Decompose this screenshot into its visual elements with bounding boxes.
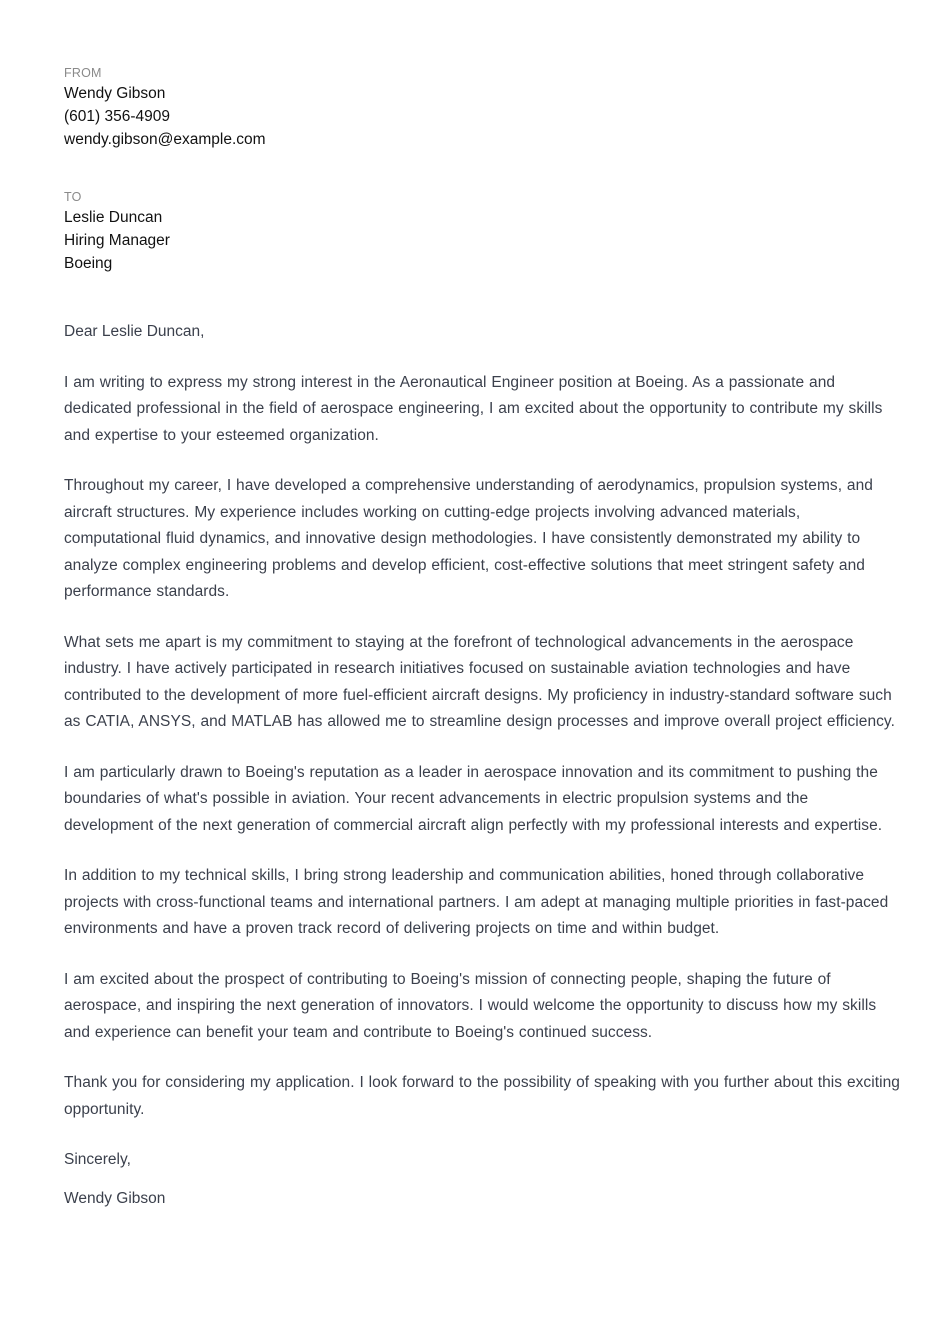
recipient-name: Leslie Duncan	[64, 209, 163, 226]
to-label: TO	[64, 190, 82, 204]
cover-letter	[64, 64, 900, 1212]
salutation: Dear Leslie Duncan,	[64, 323, 205, 340]
sender-block	[64, 64, 900, 151]
sender-phone: (601) 356-4909	[64, 108, 170, 125]
body-paragraph: I am excited about the prospect of contributing to Boeing's mission of connecting people, shaping the future of aerospace, and inspiring the next generation of innovators. I would welcome the opportunity to discuss how my skills and experience can benefit your team and contribute to Boeing's continued success.	[64, 970, 877, 1041]
body-paragraph: I am particularly drawn to Boeing's reputation as a leader in aerospace innovation and its commitment to pushing the boundaries of what's possible in aviation. Your recent advancements in electric propulsion systems and the development of the next generation of commercial aircraft align perfectly with my professional interests and expertise.	[64, 763, 883, 834]
recipient-title: Hiring Manager	[64, 232, 170, 249]
letter-body	[64, 370, 900, 1124]
body-paragraph: Thank you for considering my application. I look forward to the possibility of speaking with you further about this exciting opportunity.	[64, 1074, 900, 1118]
closing: Sincerely,	[64, 1151, 131, 1168]
recipient-block	[64, 188, 900, 275]
sender-name: Wendy Gibson	[64, 85, 166, 102]
recipient-company: Boeing	[64, 255, 113, 272]
body-paragraph: In addition to my technical skills, I bring strong leadership and communication abilities, honed through collaborative projects with cross-functional teams and international partners. I am adept at managing multiple priorities in fast-paced environments and have a proven track record of delivering projects on time and within budget.	[64, 867, 889, 937]
body-paragraph: I am writing to express my strong interest in the Aeronautical Engineer position at Boeing. As a passionate and dedicated professional in the field of aerospace engineering, I am excited about the opportunity to contribute my skills and expertise to your esteemed organization.	[64, 373, 883, 444]
body-paragraph: What sets me apart is my commitment to staying at the forefront of technological advancements in the aerospace industry. I have actively participated in research initiatives focused on sustainable aviation technologies and have contributed to the development of more fuel-efficient aircraft designs. My proficiency in industry-standard software such as CATIA, ANSYS, and MATLAB has allowed me to streamline design processes and improve overall project efficiency.	[64, 633, 895, 730]
body-paragraph: Throughout my career, I have developed a comprehensive understanding of aerodynamics, propulsion systems, and aircraft structures. My experience includes working on cutting-edge projects involving advanced materials, computational fluid dynamics, and innovative design methodologies. I have consistently demonstrated my ability to analyze complex engineering problems and develop efficient, cost-effective solutions that meet stringent safety and performance standards.	[64, 477, 873, 600]
from-label: FROM	[64, 66, 102, 80]
signature: Wendy Gibson	[64, 1189, 166, 1207]
sender-email: wendy.gibson@example.com	[64, 131, 266, 148]
